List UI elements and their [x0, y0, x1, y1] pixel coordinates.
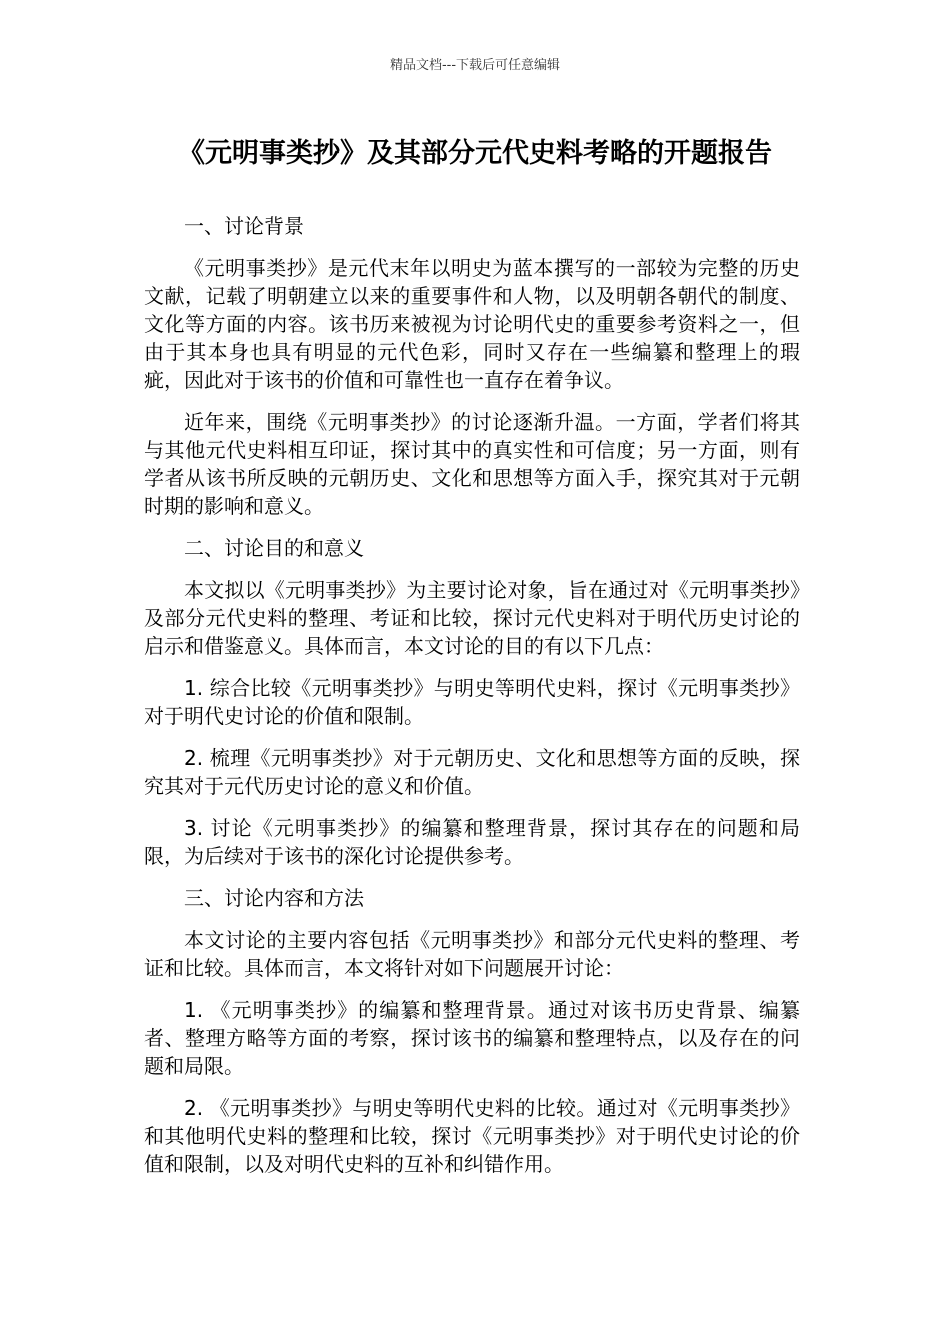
paragraph: 《元明事类抄》是元代末年以明史为蓝本撰写的一部较为完整的历史文献，记载了明朝建立以来的重要事件和人物，以及明朝各朝代的制度、文化等方面的内容。该书历来被视为讨论明代史的重要参考资料之一，但由于其本身也具有明显的元代色彩，同时又存在一些编纂和整理上的瑕疵，因此对于该书的价值和可靠性也一直存在着争议。 [144, 256, 800, 392]
document-title: 《元明事类抄》及其部分元代史料考略的开题报告 [178, 138, 772, 169]
list-item: 1. 《元明事类抄》的编纂和整理背景。通过对该书历史背景、编纂者、整理方略等方面的考察，探讨该书的编纂和整理特点，以及存在的问题和局限。 [144, 998, 800, 1078]
document-body [144, 212, 800, 1192]
paragraph: 本文拟以《元明事类抄》为主要讨论对象，旨在通过对《元明事类抄》及部分元代史料的整理、考证和比较，探讨元代史料对于明代历史讨论的启示和借鉴意义。具体而言，本文讨论的目的有以下几点： [144, 578, 800, 658]
paragraph: 近年来，围绕《元明事类抄》的讨论逐渐升温。一方面，学者们将其与其他元代史料相互印证，探讨其中的真实性和可信度；另一方面，则有学者从该书所反映的元朝历史、文化和思想等方面入手，探究其对于元朝时期的影响和意义。 [144, 410, 800, 518]
page-header: 精品文档---下载后可任意编辑 [389, 58, 561, 73]
list-item: 3. 讨论《元明事类抄》的编纂和整理背景，探讨其存在的问题和局限，为后续对于该书的深化讨论提供参考。 [144, 816, 800, 868]
section-heading: 二、讨论目的和意义 [184, 536, 364, 560]
list-item: 2. 《元明事类抄》与明史等明代史料的比较。通过对《元明事类抄》和其他明代史料的整理和比较，探讨《元明事类抄》对于明代史讨论的价值和限制，以及对明代史料的互补和纠错作用。 [144, 1096, 800, 1176]
list-item: 2. 梳理《元明事类抄》对于元朝历史、文化和思想等方面的反映，探究其对于元代历史讨论的意义和价值。 [144, 746, 800, 798]
section-heading: 三、讨论内容和方法 [184, 886, 364, 910]
paragraph: 本文讨论的主要内容包括《元明事类抄》和部分元代史料的整理、考证和比较。具体而言，本文将针对如下问题展开讨论： [144, 928, 800, 980]
list-item: 1. 综合比较《元明事类抄》与明史等明代史料，探讨《元明事类抄》对于明代史讨论的价值和限制。 [144, 676, 800, 728]
section-heading: 一、讨论背景 [184, 214, 304, 238]
